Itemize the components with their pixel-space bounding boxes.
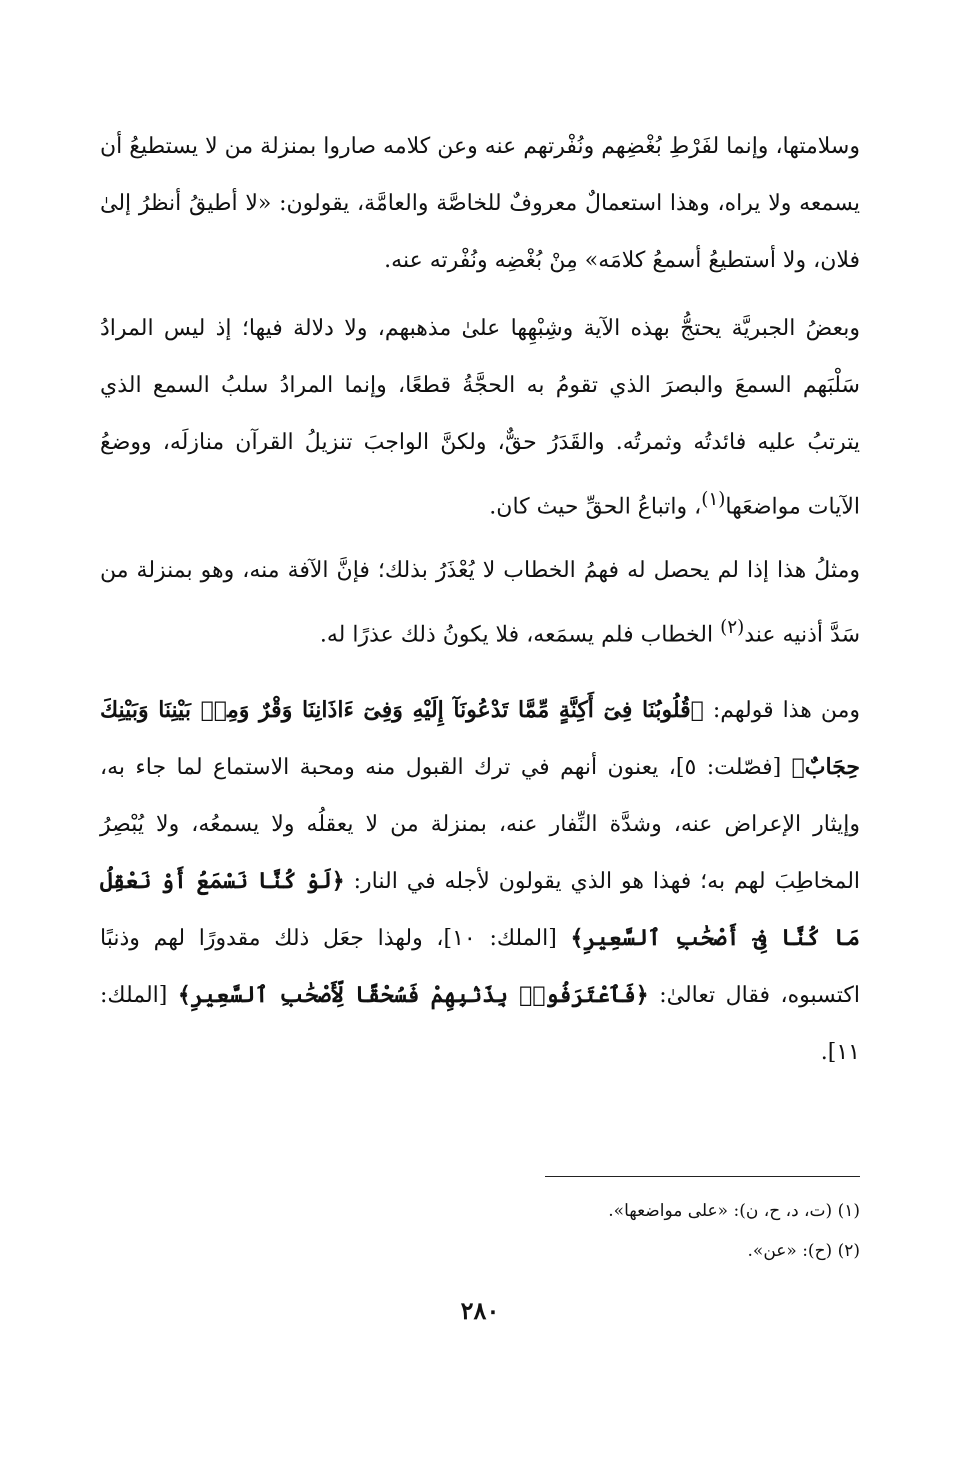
paragraph-text: [فصّلت: ٥]، يعنون أنهم في ترك القبول منه ومحبة الاستماع لما جاء به، وإيثار الإعراض عنه، وشدَّة النِّفار عنه، بمنزلة من لا يعقلُه ولا يسمعُه، ولا يُبْصِرُ المخاطِبَ لهم به؛ فهذا هو الذي يقولون لأجله في النار: <box>100 754 861 894</box>
footnote-reference: (١) <box>701 489 726 510</box>
footnote-2: (٢) (ح): «عن». <box>747 1241 860 1261</box>
footnote-divider <box>545 1176 860 1177</box>
paragraph-text: وسلامتها، وإنما لفَرْطِ بُغْضِهم ونُفْرتهم عنه وعن كلامه صاروا بمنزلة من لا يستطيعُ أن يسمعه ولا يراه، وهذا استعمالٌ معروفٌ للخاصَّة والعامَّة، يقولون: «لا أطيقُ أنظرُ إلىٰ فلان، ولا أستطيعُ أسمعُ كلامَه» مِنْ بُغْضِه ونُفْرته عنه. <box>100 134 860 273</box>
footnotes-section <box>100 1176 860 1271</box>
paragraph-text: [الملك: ١٠]، ولهذا جعَل ذلك مقدورًا لهم وذنبًا اكتسبوه، فقال تعالىٰ: <box>100 925 860 1008</box>
paragraph-text: ومثلُ هذا إذا لم يحصل له فهمُ الخطاب لا يُعْذَرُ بذلك؛ فإنَّ الآفة منه، وهو بمنزلة من سَدَّ أذنيه عند <box>100 558 860 648</box>
paragraph-2 <box>100 300 860 535</box>
quran-verse: ﴿فَٱعْتَرَفُوا۟ بِذَنۢبِهِمْ فَسُحْقًا لِّأَصْحَٰبِ ٱلسَّعِيرِ﴾ <box>177 981 649 1008</box>
quran-verse: ﴿لَوْ كُنَّا نَسْمَعُ أَوْ نَعْقِلُ مَا كُنَّا فِىٓ أَصْحَٰبِ ٱلسَّعِيرِ﴾ <box>100 867 860 951</box>
footnote-reference: (٢) <box>720 617 745 639</box>
quran-verse: ﴿قُلُوبُنَا فِىٓ أَكِنَّةٍ مِّمَّا تَدْعُونَآ إِلَيْهِ وَفِىٓ ءَاذَانِنَا وَقْرٌ وَمِنۢ بَيْنِنَا وَبَيْنِكَ حِجَابٌ﴾ <box>100 696 860 780</box>
paragraph-3 <box>100 542 860 663</box>
paragraph-1 <box>100 118 860 289</box>
book-page <box>100 118 860 1458</box>
paragraph-text: وبعضُ الجبريَّة يحتجُّ بهذه الآية وشِبْهِها علىٰ مذهبهم، ولا دلالة فيها؛ إذ ليس المرادُ سَلْبَهم السمعَ والبصرَ الذي تقومُ به الحجَّةُ قطعًا، وإنما المرادُ سلبُ السمع الذي يترتبُ عليه فائدتُه وثمرتُه. والقَدَرُ حقٌّ، ولكنَّ الواجبَ تنزيلُ القرآن منازلَه، ووضعُ الآيات مواضعَها <box>100 316 860 520</box>
paragraph-text: [الملك: ١١]. <box>100 982 860 1065</box>
paragraph-text: ومن هذا قولهم: <box>703 697 861 723</box>
paragraph-text: الخطاب فلم يسمَعه، فلا يكونُ ذلك عذرًا له. <box>319 622 721 648</box>
footnote-1: (١) (ت، د، ح، ن): «على مواضعها». <box>608 1201 860 1221</box>
page-number: ٢٨٠ <box>460 1296 500 1325</box>
paragraph-4 <box>100 682 860 1081</box>
paragraph-text: ، واتباعُ الحقِّ حيث كان. <box>489 494 702 520</box>
